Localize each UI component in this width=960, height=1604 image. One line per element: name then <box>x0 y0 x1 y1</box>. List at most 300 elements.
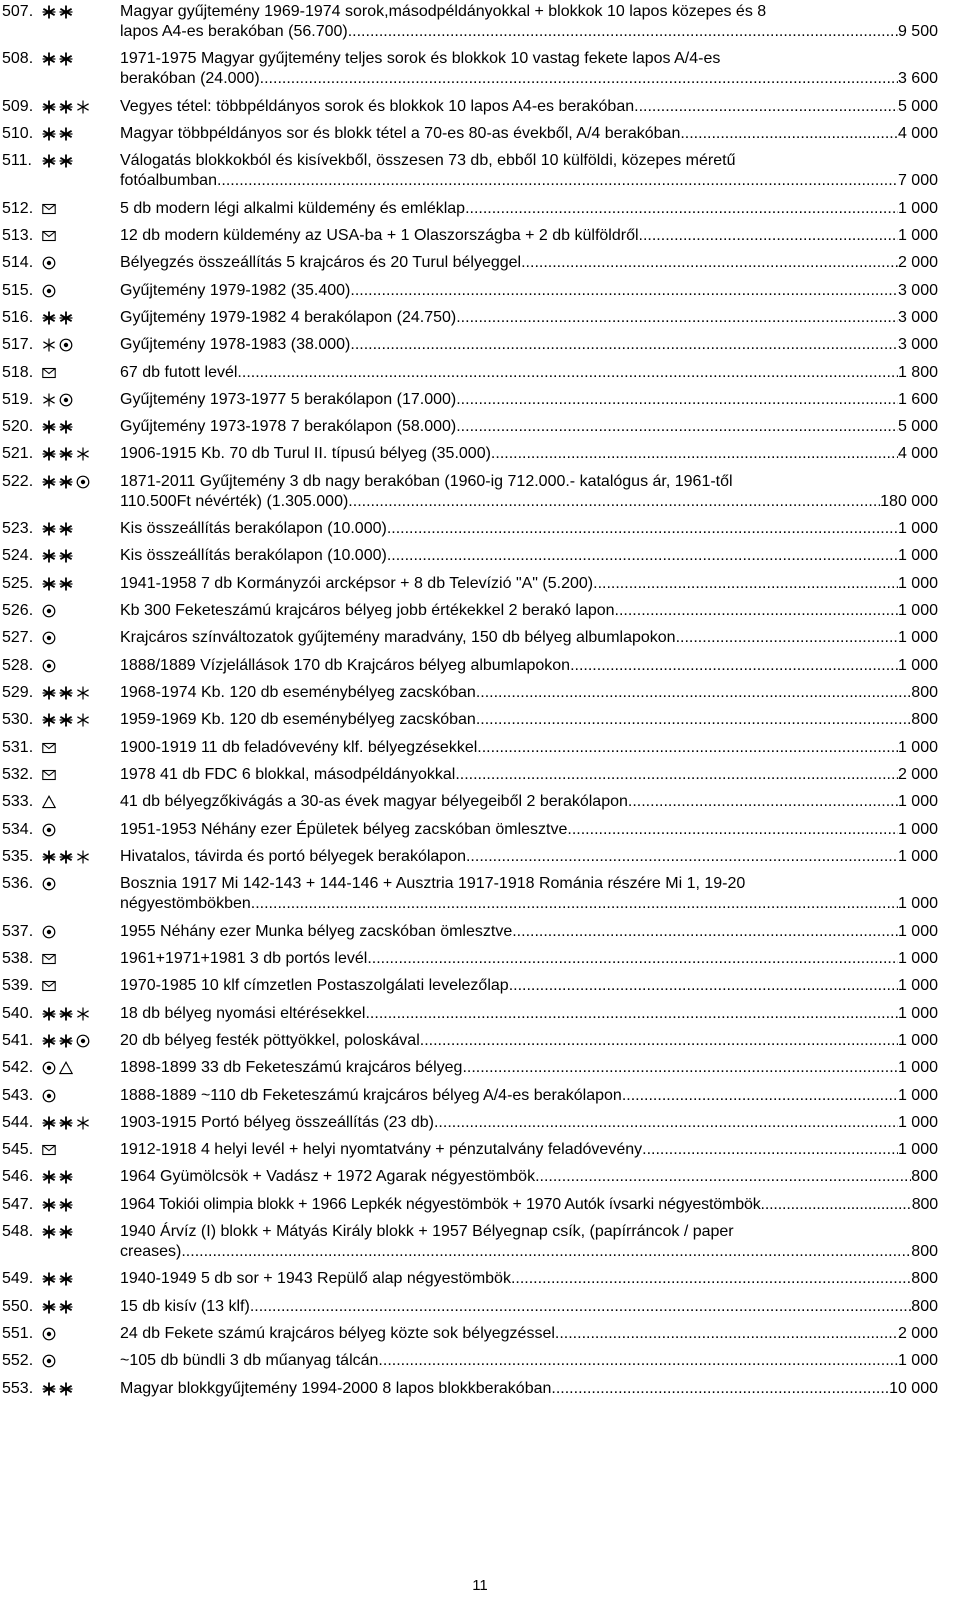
description-line: 1940 Árvíz (I) blokk + Mátyás Király blokk + 1957 Bélyegnap csík, (papírráncok / paper <box>120 1223 734 1241</box>
cover-icon <box>42 979 56 993</box>
cut-icon <box>59 1061 73 1075</box>
condition-icons <box>42 1061 73 1075</box>
lot-number: 536. <box>2 875 34 893</box>
cover-icon <box>42 1143 56 1157</box>
lot-price: 1 800 <box>897 363 938 381</box>
condition-icons <box>42 229 56 243</box>
lot-description <box>120 1351 938 1371</box>
lot-number: 528. <box>2 656 34 674</box>
lot-number: 522. <box>2 472 34 490</box>
dot-leader <box>567 820 898 840</box>
description-line: Kis összeállítás berakólapon (10.000) <box>120 547 387 565</box>
used-icon <box>59 393 73 407</box>
lot-number: 514. <box>2 254 34 272</box>
condition-icons <box>42 1143 56 1157</box>
lot-number: 543. <box>2 1086 34 1104</box>
condition-icons <box>42 366 56 380</box>
description-line: Magyar gyűjtemény 1969-1974 sorok,másodpéldányokkal + blokkok 10 lapos közepes és 8 <box>120 3 767 20</box>
condition-icons <box>42 952 56 966</box>
lot-price: 1 000 <box>897 199 938 217</box>
used-icon <box>42 631 56 645</box>
cut-icon <box>42 795 56 809</box>
description-line: lapos A4-es berakóban (56.700) <box>120 23 348 40</box>
condition-icons <box>42 256 56 270</box>
description-line: 5 db modern légi alkalmi küldemény és emléklap <box>120 199 466 217</box>
used-icon <box>42 659 56 673</box>
mint-icon <box>59 127 73 141</box>
condition-icons <box>42 795 56 809</box>
used-icon <box>42 284 56 298</box>
description-line: Vegyes tétel: többpéldányos sorok és blokkok 10 lapos A4-es berakóban <box>120 97 635 115</box>
mint-icon <box>42 1007 56 1021</box>
condition-icons <box>42 202 56 216</box>
mint-icon <box>42 100 56 114</box>
description-line: 1971-1975 Magyar gyűjtemény teljes sorok és blokkok 10 vastag fekete lapos A/4-es <box>120 50 721 68</box>
dot-leader <box>535 1167 911 1187</box>
lot-number: 537. <box>2 922 34 940</box>
lot-description <box>120 363 938 383</box>
mint-icon <box>42 1272 56 1286</box>
lot-price: 1 000 <box>897 1004 938 1022</box>
mint-icon <box>59 475 73 489</box>
mint-icon <box>59 52 73 66</box>
lot-number: 548. <box>2 1223 34 1241</box>
dot-leader <box>466 847 898 867</box>
dot-leader <box>555 1324 898 1344</box>
lot-description <box>120 97 938 117</box>
condition-icons <box>42 1116 90 1130</box>
lot-price: 3 600 <box>897 70 938 88</box>
mint-icon <box>59 850 73 864</box>
description-line: Kb 300 Feketeszámú krajcáros bélyeg jobb értékekkel 2 berakó lapon <box>120 602 615 620</box>
condition-icons <box>42 741 56 755</box>
description-line: 1898-1899 33 db Feketeszámú krajcáros bélyeg <box>120 1059 463 1077</box>
lot-price: 1 000 <box>897 1113 938 1131</box>
dot-leader <box>680 124 898 144</box>
description-line: 1959-1969 Kb. 120 db eseménybélyeg zacskóban <box>120 711 476 729</box>
lot-number: 516. <box>2 308 34 326</box>
lot-number: 526. <box>2 602 34 620</box>
mint-icon <box>42 447 56 461</box>
lot-number: 535. <box>2 847 34 865</box>
condition-icons <box>42 1170 73 1184</box>
condition-icons <box>42 475 90 489</box>
description-line: 15 db kisív (13 klf) <box>120 1297 250 1315</box>
lot-description <box>120 253 938 273</box>
mint-icon <box>59 100 73 114</box>
lot-price: 3 000 <box>897 308 938 326</box>
lot-description <box>120 710 938 730</box>
condition-icons <box>42 1327 56 1341</box>
lot-description <box>120 792 938 812</box>
description-line: 1951-1953 Néhány ezer Épületek bélyeg zacskóban ömlesztve <box>120 820 568 838</box>
condition-icons <box>42 686 90 700</box>
lot-description <box>120 124 938 144</box>
lot-price: 7 000 <box>897 172 938 190</box>
description-line: Gyűjtemény 1979-1982 (35.400) <box>120 281 351 299</box>
description-line: 1941-1958 7 db Kormányzói arcképsor + 8 db Televízió "A" (5.200) <box>120 574 594 592</box>
description-line: 67 db futott levél <box>120 363 238 381</box>
lot-price: 1 000 <box>897 949 938 967</box>
lot-price: 1 000 <box>897 1031 938 1049</box>
condition-icons <box>42 631 56 645</box>
condition-icons <box>42 338 73 352</box>
description-line: 41 db bélyegzőkivágás a 30-as évek magyar bélyegeiből 2 berakólapon <box>120 793 628 811</box>
lot-number: 540. <box>2 1004 34 1022</box>
description-line: 1912-1918 4 helyi levél + helyi nyomtatvány + pénzutalvány feladóvevény <box>120 1141 643 1159</box>
lot-description <box>120 683 938 703</box>
condition-icons <box>42 1272 73 1286</box>
dot-leader <box>511 1269 911 1289</box>
condition-icons <box>42 549 73 563</box>
lot-description <box>120 922 938 942</box>
condition-icons <box>42 100 90 114</box>
condition-icons <box>42 447 90 461</box>
dot-leader <box>456 390 898 410</box>
lot-number: 545. <box>2 1141 34 1159</box>
lot-description <box>120 2 938 42</box>
lot-number: 529. <box>2 684 34 702</box>
condition-icons <box>42 659 56 673</box>
page-number: 11 <box>472 1577 488 1594</box>
mint-icon <box>42 1034 56 1048</box>
dot-leader <box>387 519 898 539</box>
cover-icon <box>42 202 56 216</box>
lot-number: 551. <box>2 1325 34 1343</box>
dot-leader <box>434 1113 898 1133</box>
description-line: Gyűjtemény 1973-1978 7 berakólapon (58.000) <box>120 418 457 436</box>
lot-description <box>120 226 938 246</box>
used-icon <box>42 1089 56 1103</box>
condition-icons <box>42 850 90 864</box>
mint-icon <box>59 154 73 168</box>
hinged-icon <box>42 393 56 407</box>
lot-description <box>120 151 938 191</box>
lot-number: 531. <box>2 738 34 756</box>
condition-icons <box>42 604 56 618</box>
condition-icons <box>42 577 73 591</box>
description-line: 12 db modern küldemény az USA-ba + 1 Olaszországba + 2 db külföldről <box>120 226 639 244</box>
condition-icons <box>42 979 56 993</box>
cover-icon <box>42 768 56 782</box>
lot-description <box>120 519 938 539</box>
dot-leader <box>476 683 911 703</box>
description-line: Magyar blokkgyűjtemény 1994-2000 8 lapos blokkberakóban <box>120 1379 552 1397</box>
lot-number: 553. <box>2 1379 34 1397</box>
condition-icons <box>42 1354 56 1368</box>
mint-icon <box>59 447 73 461</box>
lot-number: 533. <box>2 793 34 811</box>
lot-price: 2 000 <box>897 766 938 783</box>
hinged-icon <box>76 1007 90 1021</box>
lot-price: 1 000 <box>897 820 938 838</box>
mint-icon <box>59 686 73 700</box>
mint-icon <box>59 1170 73 1184</box>
lot-price: 1 000 <box>897 1086 938 1104</box>
description-line: Bosznia 1917 Mi 142-143 + 144-146 + Ausztria 1917-1918 Románia részére Mi 1, 19-20 <box>120 875 746 893</box>
hinged-icon <box>42 338 56 352</box>
mint-icon <box>42 420 56 434</box>
dot-leader <box>462 1058 898 1078</box>
condition-icons <box>42 5 73 19</box>
lot-description <box>120 49 938 89</box>
condition-icons <box>42 127 73 141</box>
lot-description <box>120 1167 938 1187</box>
dot-leader <box>477 738 898 758</box>
lot-number: 538. <box>2 949 34 967</box>
lot-number: 512. <box>2 199 34 217</box>
description-line: 1900-1919 11 db feladóvevény klf. bélyegzésekkel <box>120 738 478 756</box>
description-line: ~105 db bündli 3 db műanyag tálcán <box>120 1352 379 1370</box>
lot-number: 518. <box>2 363 34 381</box>
description-line: 18 db bélyeg nyomási eltérésekkel <box>120 1004 366 1022</box>
description-line: 1888/1889 Vízjelállások 170 db Krajcáros bélyeg albumlapokon <box>120 656 571 674</box>
lot-number: 539. <box>2 977 34 995</box>
lot-number: 519. <box>2 390 34 408</box>
dot-leader <box>570 656 898 676</box>
lot-description <box>120 335 938 355</box>
lot-description <box>120 390 938 410</box>
lot-number: 520. <box>2 418 34 436</box>
mint-icon <box>42 52 56 66</box>
lot-price: 800 <box>911 1195 938 1213</box>
lot-price: 1 000 <box>897 574 938 592</box>
dot-leader <box>456 417 898 437</box>
description-line: 1964 Tokiói olimpia blokk + 1966 Lepkék négyestömbök + 1970 Autók ívsarki négyestömbök <box>120 1195 761 1213</box>
lot-description <box>120 546 938 566</box>
description-line: 1961+1971+1981 3 db portós levél <box>120 949 368 967</box>
lot-description <box>120 1004 938 1024</box>
description-line: 1940-1949 5 db sor + 1943 Repülő alap négyestömbök <box>120 1270 511 1288</box>
lot-price: 4 000 <box>897 124 938 142</box>
lot-description <box>120 472 938 512</box>
lot-price: 800 <box>911 684 938 702</box>
lot-number: 534. <box>2 820 34 838</box>
description-line: Hivatalos, távirda és portó bélyegek berakólapon <box>120 847 466 865</box>
dot-leader <box>456 308 898 328</box>
dot-leader <box>251 894 898 914</box>
mint-icon <box>59 1225 73 1239</box>
lot-price: 1 000 <box>897 656 938 674</box>
used-icon <box>76 475 90 489</box>
description-line: 1955 Néhány ezer Munka bélyeg zacskóban ömlesztve <box>120 922 513 940</box>
mint-icon <box>42 475 56 489</box>
lot-price: 1 000 <box>897 738 938 756</box>
dot-leader <box>509 976 898 996</box>
description-line: 110.500Ft névérték) (1.305.000) <box>120 492 349 510</box>
dot-leader <box>521 253 898 273</box>
dot-leader <box>491 444 898 464</box>
condition-icons <box>42 768 56 782</box>
mint-icon <box>42 1198 56 1212</box>
mint-icon <box>59 1300 73 1314</box>
dot-leader <box>217 171 898 191</box>
hinged-icon <box>76 850 90 864</box>
lot-number: 523. <box>2 520 34 538</box>
description-line: Gyűjtemény 1979-1982 4 berakólapon (24.750) <box>120 308 457 326</box>
lot-price: 1 000 <box>897 977 938 995</box>
lot-price: 2 000 <box>897 254 938 272</box>
condition-icons <box>42 1382 73 1396</box>
lot-description <box>120 1324 938 1344</box>
used-icon <box>42 877 56 891</box>
lot-price: 1 000 <box>897 793 938 811</box>
lot-price: 9 500 <box>897 23 938 40</box>
lot-number: 549. <box>2 1270 34 1288</box>
used-icon <box>42 1061 56 1075</box>
lot-price: 800 <box>911 1243 938 1261</box>
lot-number: 507. <box>2 3 34 20</box>
mint-icon <box>42 154 56 168</box>
dot-leader <box>350 335 898 355</box>
lot-number: 546. <box>2 1168 34 1186</box>
description-line: 20 db bélyeg festék pöttyökkel, poloskával <box>120 1031 420 1049</box>
mint-icon <box>42 549 56 563</box>
lot-price: 1 000 <box>897 922 938 940</box>
condition-icons <box>42 154 73 168</box>
lot-description <box>120 1031 938 1051</box>
dot-leader <box>455 765 898 785</box>
lot-price: 1 000 <box>897 1352 938 1370</box>
description-line: Magyar többpéldányos sor és blokk tétel a 70-es 80-as évekből, A/4 berakóban <box>120 124 681 142</box>
mint-icon <box>42 127 56 141</box>
dot-leader <box>378 1351 898 1371</box>
description-line: Gyűjtemény 1978-1983 (38.000) <box>120 336 351 354</box>
dot-leader <box>260 69 898 89</box>
lot-price: 1 000 <box>897 1141 938 1159</box>
mint-icon <box>59 311 73 325</box>
lot-description <box>120 1379 938 1399</box>
mint-icon <box>59 522 73 536</box>
lot-price: 1 000 <box>897 226 938 244</box>
cover-icon <box>42 952 56 966</box>
lot-number: 508. <box>2 50 34 68</box>
lot-description <box>120 1113 938 1133</box>
lot-description <box>120 1297 938 1317</box>
lot-number: 550. <box>2 1297 34 1315</box>
mint-icon <box>42 713 56 727</box>
lot-description <box>120 601 938 621</box>
condition-icons <box>42 284 56 298</box>
condition-icons <box>42 52 73 66</box>
lot-price: 1 000 <box>897 629 938 647</box>
mint-icon <box>42 850 56 864</box>
hinged-icon <box>76 713 90 727</box>
dot-leader <box>237 363 898 383</box>
condition-icons <box>42 420 73 434</box>
description-line: 1968-1974 Kb. 120 db eseménybélyeg zacskóban <box>120 684 476 702</box>
dot-leader <box>622 1086 898 1106</box>
mint-icon <box>59 1272 73 1286</box>
description-line: Kis összeállítás berakólapon (10.000) <box>120 520 387 538</box>
lot-description <box>120 656 938 676</box>
lot-description <box>120 308 938 328</box>
condition-icons <box>42 1300 73 1314</box>
lot-description <box>120 574 938 594</box>
cover-icon <box>42 741 56 755</box>
description-line: berakóban (24.000) <box>120 70 260 88</box>
lot-description <box>120 417 938 437</box>
condition-icons <box>42 1198 73 1212</box>
lot-price: 5 000 <box>897 418 938 436</box>
cover-icon <box>42 229 56 243</box>
dot-leader <box>593 574 898 594</box>
lot-description <box>120 199 938 219</box>
lot-number: 530. <box>2 711 34 729</box>
description-line: 1964 Gyümölcsök + Vadász + 1972 Agarak négyestömbök <box>120 1168 536 1186</box>
lot-price: 1 000 <box>897 847 938 865</box>
dot-leader <box>634 97 898 117</box>
lot-price: 1 000 <box>897 547 938 565</box>
condition-icons <box>42 713 90 727</box>
lot-number: 532. <box>2 766 34 783</box>
dot-leader <box>181 1242 911 1262</box>
lot-number: 515. <box>2 281 34 299</box>
lot-description <box>120 1222 938 1262</box>
lot-price: 5 000 <box>897 97 938 115</box>
description-line: Gyűjtemény 1973-1977 5 berakólapon (17.000) <box>120 390 457 408</box>
used-icon <box>42 256 56 270</box>
mint-icon <box>42 686 56 700</box>
dot-leader <box>628 792 898 812</box>
lot-number: 541. <box>2 1031 34 1049</box>
lot-number: 547. <box>2 1195 34 1213</box>
mint-icon <box>42 1225 56 1239</box>
description-line: Krajcáros színváltozatok gyűjtemény maradvány, 150 db bélyeg albumlapokon <box>120 629 676 647</box>
dot-leader <box>761 1195 912 1215</box>
description-line: 24 db Fekete számú krajcáros bélyeg közte sok bélyegzéssel <box>120 1325 555 1343</box>
dot-leader <box>615 601 898 621</box>
lot-number: 524. <box>2 547 34 565</box>
mint-icon <box>42 1170 56 1184</box>
condition-icons <box>42 522 73 536</box>
dot-leader <box>639 226 898 246</box>
lot-price: 800 <box>911 1270 938 1288</box>
condition-icons <box>42 925 56 939</box>
lot-price: 3 000 <box>897 281 938 299</box>
used-icon <box>42 925 56 939</box>
lot-price: 800 <box>911 711 938 729</box>
condition-icons <box>42 1089 56 1103</box>
lot-number: 517. <box>2 336 34 354</box>
lot-number: 510. <box>2 124 34 142</box>
lot-price: 4 000 <box>897 445 938 463</box>
condition-icons <box>42 393 73 407</box>
lot-price: 1 000 <box>897 1059 938 1077</box>
lot-description <box>120 949 938 969</box>
dot-leader <box>387 546 898 566</box>
mint-icon <box>59 1116 73 1130</box>
lot-description <box>120 820 938 840</box>
condition-icons <box>42 1225 73 1239</box>
condition-icons <box>42 823 56 837</box>
mint-icon <box>59 549 73 563</box>
description-line: Bélyegzés összeállítás 5 krajcáros és 20 Turul bélyeggel <box>120 254 522 272</box>
lot-description <box>120 1269 938 1289</box>
lot-description <box>120 444 938 464</box>
lot-description <box>120 628 938 648</box>
lot-number: 525. <box>2 574 34 592</box>
mint-icon <box>42 522 56 536</box>
dot-leader <box>348 492 880 512</box>
lot-description <box>120 281 938 301</box>
description-line: 1871-2011 Gyűjtemény 3 db nagy berakóban (1960-ig 712.000.- katalógus ár, 1961-től <box>120 472 733 490</box>
description-line: 1888-1889 ~110 db Feketeszámú krajcáros bélyeg A/4-es berakólapon <box>120 1086 622 1104</box>
hinged-icon <box>76 686 90 700</box>
mint-icon <box>42 577 56 591</box>
lot-description <box>120 1140 938 1160</box>
condition-icons <box>42 877 56 891</box>
